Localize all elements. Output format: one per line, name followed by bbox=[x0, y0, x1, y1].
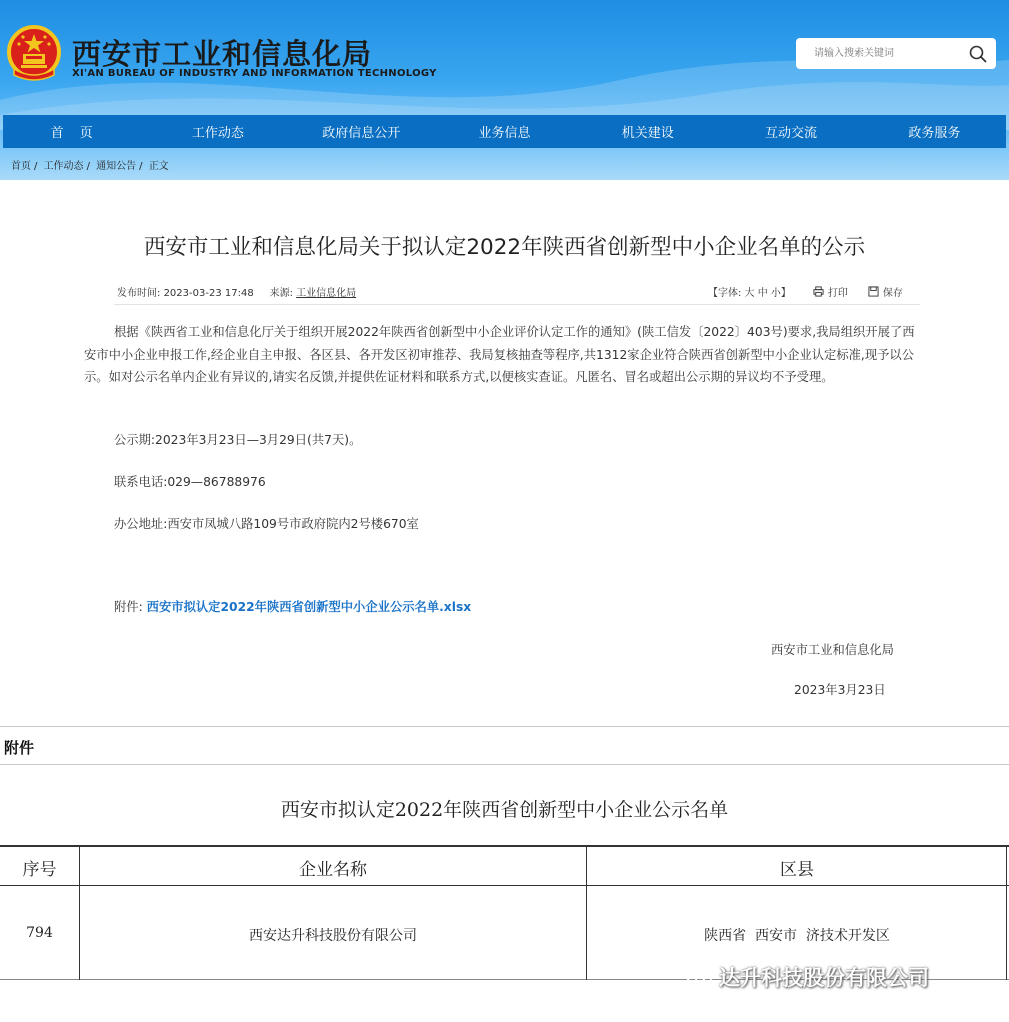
company-table bbox=[0, 845, 1009, 980]
save-icon[interactable] bbox=[868, 286, 879, 297]
article-tools bbox=[708, 284, 903, 299]
site-title: 西安市工业和信息化局 bbox=[72, 37, 373, 71]
nav-item-home[interactable]: 首 页 bbox=[50, 126, 99, 141]
search-icon[interactable] bbox=[968, 44, 988, 64]
source-label: 来源: bbox=[269, 288, 293, 299]
meta-divider bbox=[114, 304, 920, 305]
table-cell-no: 794 bbox=[26, 925, 53, 941]
table-border bbox=[0, 885, 1009, 886]
national-emblem-icon bbox=[6, 25, 62, 83]
column-header-name: 企业名称 bbox=[299, 860, 367, 880]
signature-org: 西安市工业和信息化局 bbox=[771, 643, 894, 657]
breadcrumb-notices[interactable]: 通知公告 bbox=[96, 161, 137, 172]
wechat-icon bbox=[685, 965, 713, 989]
site-subtitle: XI'AN BUREAU OF INDUSTRY AND INFORMATION TECHNOLOGY bbox=[72, 68, 437, 79]
breadcrumb bbox=[11, 157, 172, 172]
main-nav bbox=[3, 115, 1006, 148]
table-title: 西安市拟认定2022年陕西省创新型中小企业公示名单 bbox=[280, 799, 729, 821]
nav-item-gov-info[interactable]: 政府信息公开 bbox=[322, 126, 401, 141]
source-link[interactable]: 工业信息化局 bbox=[296, 288, 357, 299]
print-icon[interactable] bbox=[813, 286, 824, 297]
office-address: 办公地址:西安市凤城八路109号市政府院内2号楼670室 bbox=[114, 517, 419, 531]
nav-item-service[interactable]: 政务服务 bbox=[908, 126, 961, 141]
print-button[interactable]: 打印 bbox=[827, 288, 848, 299]
nav-item-business[interactable]: 业务信息 bbox=[478, 126, 531, 141]
nav-item-work-news[interactable]: 工作动态 bbox=[191, 126, 244, 141]
attachment-download-link[interactable]: 西安市拟认定2022年陕西省创新型中小企业公示名单.xlsx bbox=[146, 600, 472, 614]
breadcrumb-home[interactable]: 首页 bbox=[11, 161, 31, 172]
publish-label: 发布时间: bbox=[117, 288, 161, 299]
table-cell-company-name: 西安达升科技股份有限公司 bbox=[249, 928, 417, 944]
publicity-period: 公示期:2023年3月23日—3月29日(共7天)。 bbox=[114, 433, 362, 447]
publish-time: 2023-03-23 17:48 bbox=[163, 288, 254, 299]
font-size-selector[interactable]: 【字体: 大 中 小】 bbox=[708, 288, 791, 299]
table-border bbox=[0, 845, 1009, 847]
column-header-no: 序号 bbox=[22, 860, 57, 880]
article-body: 根据《陕西省工业和信息化厅关于组织开展2022年陕西省创新型中小企业评价认定工作的通知》(陕工信发〔2022〕403号)要求,我局组织开展了西安市中小企业申报工作,经企业自主申报、各区县、各开发区初审推荐、我局复核抽查等程序,共1312家企业符合陕西省创新型中小企业认定标准,现予以公示。如对公示名单内企业有异议的,请实名反馈,并提供佐证材料和联系方式,以便核实查证。凡匿名、冒名或超出公示期的异议均不予受理。 bbox=[84, 325, 915, 384]
page-title: 西安市工业和信息化局关于拟认定2022年陕西省创新型中小企业名单的公示 bbox=[143, 235, 866, 260]
save-button[interactable]: 保存 bbox=[882, 288, 903, 299]
site-header bbox=[0, 0, 1009, 180]
breadcrumb-work-news[interactable]: 工作动态 bbox=[43, 161, 84, 172]
breadcrumb-separator: / bbox=[139, 161, 143, 172]
article-meta bbox=[117, 284, 356, 299]
search-input[interactable] bbox=[814, 44, 964, 62]
attachment-divider bbox=[0, 764, 1009, 765]
nav-item-organ[interactable]: 机关建设 bbox=[621, 126, 674, 141]
search-box bbox=[796, 38, 996, 69]
signature-date: 2023年3月23日 bbox=[794, 683, 886, 697]
attachment-line bbox=[114, 597, 471, 615]
breadcrumb-separator: / bbox=[34, 161, 38, 172]
attachment-heading: 附件 bbox=[4, 739, 35, 757]
table-cell-district: 陕西省 西安市 济技术开发区 bbox=[704, 928, 890, 944]
nav-item-interaction[interactable]: 互动交流 bbox=[765, 126, 818, 141]
breadcrumb-current: 正文 bbox=[148, 161, 169, 172]
breadcrumb-separator: / bbox=[86, 161, 90, 172]
attachment-divider bbox=[0, 726, 1009, 727]
contact-phone: 联系电话:029—86788976 bbox=[114, 475, 266, 489]
attachment-label: 附件: bbox=[114, 600, 143, 614]
column-header-district: 区县 bbox=[780, 860, 814, 880]
wechat-watermark bbox=[685, 962, 929, 992]
watermark-text: 达升科技股份有限公司 bbox=[719, 966, 929, 990]
